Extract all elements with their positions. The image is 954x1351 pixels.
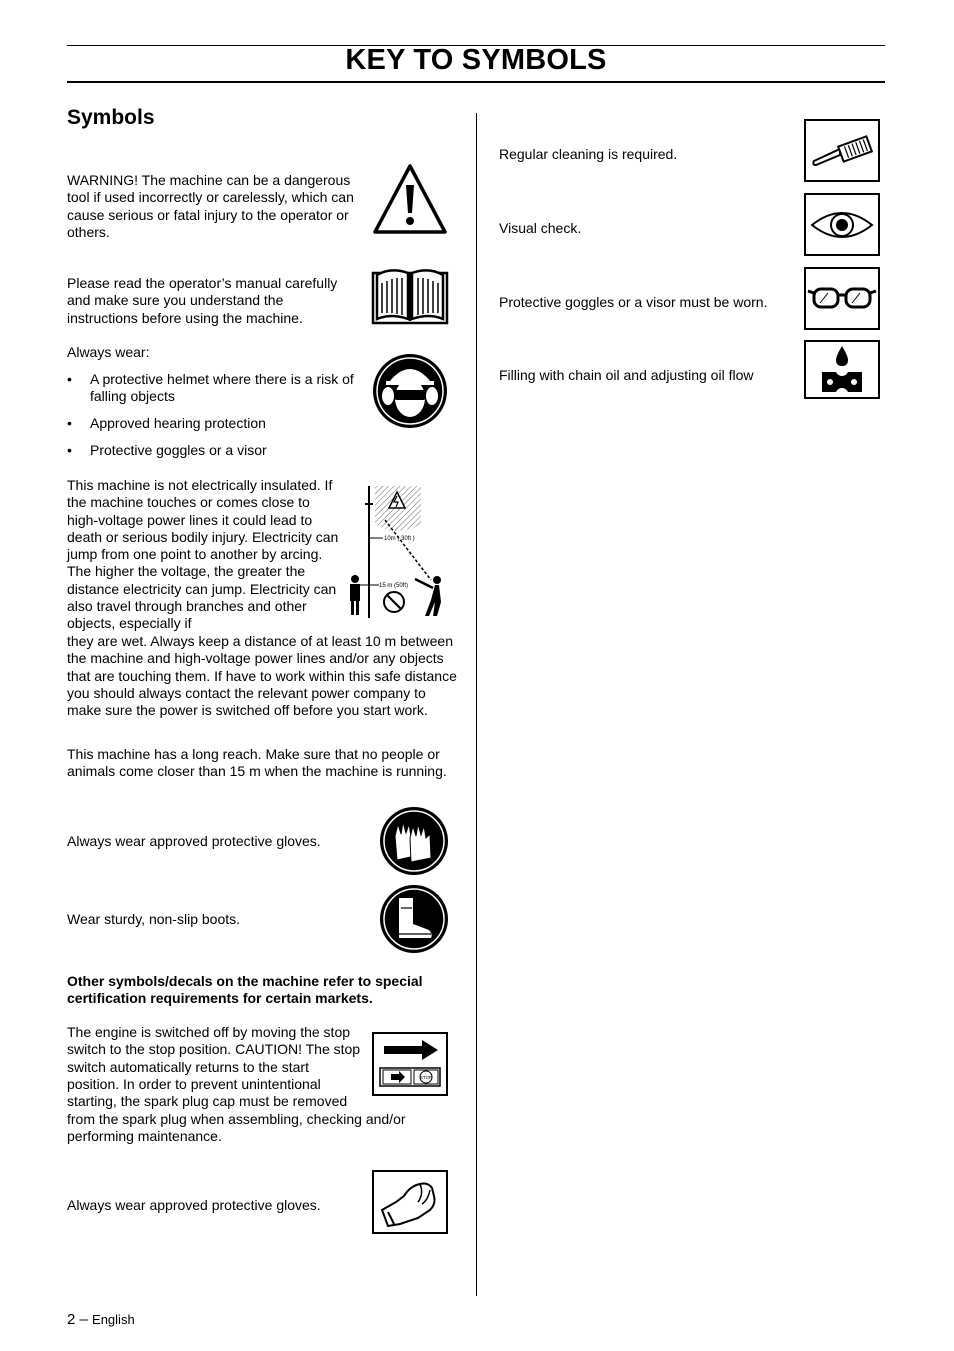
stop-switch-text: The engine is switched off by moving the stop switch to the stop position. CAUTION! The stop switch automatically returns to the start position. In order to prevent unintentional starting, the spark plug cap must be removed xyxy=(67,1024,361,1110)
distance-label-15m: 15 m (50ft) xyxy=(379,583,409,589)
list-item xyxy=(67,371,362,407)
electric-text: This machine is not electrically insulated. If the machine touches or comes close to high-voltage power lines it could lead to death or serious bodily injury. Electricity can jump from one point to another by arcing. The higher the voltage, the greater the distance electricity can jump. Electricity can also travel through branches and other objects, especially if xyxy=(67,477,339,632)
other-symbols-note xyxy=(67,973,447,1008)
page-title: KEY TO SYMBOLS xyxy=(345,44,607,76)
warning-triangle-icon xyxy=(372,163,448,235)
list-item-text: A protective helmet where there is a risk of falling objects xyxy=(90,371,354,405)
helmet-ear-eye-protection-icon xyxy=(371,352,449,430)
always-wear-text: Always wear: xyxy=(67,344,150,360)
page-number: 2 – xyxy=(67,1311,88,1328)
page-footer xyxy=(67,1311,135,1328)
list-item-text: Protective goggles or a visor xyxy=(90,442,267,458)
power-line-distance-icon xyxy=(345,484,445,620)
stop-switch-icon xyxy=(372,1032,448,1096)
boots-text: Wear sturdy, non-slip boots. xyxy=(67,911,241,927)
other-symbols-note-text: Other symbols/decals on the machine refer to special certification requirements for certain markets. xyxy=(67,973,423,1007)
reach-text: This machine has a long reach. Make sure that no people or animals come closer than 15 m when the machine is running. xyxy=(67,746,447,780)
bullet-mark: • xyxy=(67,415,72,431)
electric-text-continued: they are wet. Always keep a distance of at least 10 m between the machine and high-voltage power lines and/or any objects that are touching them. If have to work within this safe distance you should always contact the relevant power company to make sure the power is switched off before you start work. xyxy=(67,633,457,719)
eye-icon xyxy=(804,193,880,256)
glove-icon xyxy=(372,1170,448,1234)
bullet-mark: • xyxy=(67,371,72,387)
goggles-text: Protective goggles or a visor must be worn. xyxy=(499,294,768,310)
stop-label: STOP xyxy=(419,1075,433,1080)
visual-check-text: Visual check. xyxy=(499,220,582,236)
gloves-icon xyxy=(379,806,449,876)
stop-switch-text-continued: from the spark plug when assembling, checking and/or performing maintenance. xyxy=(67,1111,406,1145)
column-divider xyxy=(476,113,477,1296)
section-title: Symbols xyxy=(67,106,155,129)
goggles-icon xyxy=(804,267,880,330)
title-underline xyxy=(67,81,885,83)
oil-text: Filling with chain oil and adjusting oil flow xyxy=(499,367,754,383)
footer-language: English xyxy=(92,1312,135,1327)
manual-text: Please read the operator’s manual carefully and make sure you understand the instructions before using the machine. xyxy=(67,275,338,326)
boots-icon xyxy=(379,884,449,954)
bullet-mark: • xyxy=(67,442,72,458)
brush-icon xyxy=(804,119,880,182)
gloves-text: Always wear approved protective gloves. xyxy=(67,833,321,849)
gloves-text-2: Always wear approved protective gloves. xyxy=(67,1197,321,1213)
list-item xyxy=(67,415,362,433)
list-item-text: Approved hearing protection xyxy=(90,415,266,431)
distance-label-10m: 10m ( 30ft ) xyxy=(384,536,415,542)
list-item xyxy=(67,442,362,460)
cleaning-text: Regular cleaning is required. xyxy=(499,146,678,162)
warning-text: WARNING! The machine can be a dangerous tool if used incorrectly or carelessly, which can cause serious or fatal injury to the operator or others. xyxy=(67,172,354,240)
open-book-icon xyxy=(371,265,449,325)
chain-oil-icon xyxy=(804,340,880,399)
